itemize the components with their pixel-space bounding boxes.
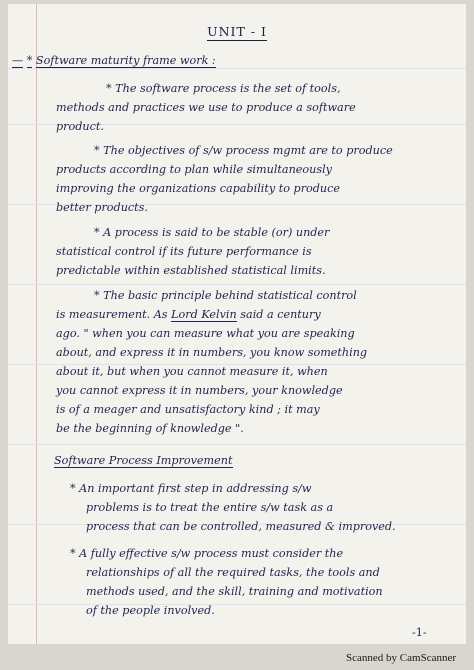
paragraph-line: methods and practices we use to produce a software <box>56 101 356 114</box>
handwritten-notes <box>8 4 466 644</box>
section-heading-improvement: Software Process Improvement <box>54 454 233 467</box>
paragraph-line: about, and express it in numbers, you know something <box>56 346 368 359</box>
paragraph-line: products according to plan while simultaneously <box>56 163 332 176</box>
paragraph-line: problems is to treat the entire s/w task as a <box>86 501 334 514</box>
paragraph-line: * The basic principle behind statistical control <box>94 289 357 302</box>
paragraph-line: statistical control if its future performance is <box>56 245 312 258</box>
paragraph-line: about it, but when you cannot measure it, when <box>56 365 328 378</box>
paragraph-line: * A process is said to be stable (or) under <box>94 226 330 239</box>
section-heading-maturity: — * Software maturity frame work : <box>12 54 216 67</box>
paragraph-line: relationships of all the required tasks, the tools and <box>86 566 380 579</box>
scanner-watermark: Scanned by CamScanner <box>346 652 456 664</box>
paragraph-line: process that can be controlled, measured & improved. <box>86 520 396 533</box>
paragraph-line: be the beginning of knowledge ". <box>56 422 244 435</box>
paragraph-line: * A fully effective s/w process must consider the <box>70 547 344 560</box>
paragraph-line: * An important first step in addressing s/w <box>70 482 312 495</box>
paragraph-line: you cannot express it in numbers, your knowledge <box>56 384 343 397</box>
page-number: -1- <box>412 626 427 639</box>
paragraph-line: predictable within established statistical limits. <box>56 264 326 277</box>
paragraph-line: improving the organizations capability to produce <box>56 182 341 195</box>
paragraph-line: product. <box>56 120 104 133</box>
paragraph-line: ago. " when you can measure what you are speaking <box>56 327 355 340</box>
lord-kelvin-name: Lord Kelvin <box>171 308 237 321</box>
paragraph-line: of the people involved. <box>86 604 215 617</box>
paragraph-line: better products. <box>56 201 148 214</box>
paragraph-line: is of a meager and unsatisfactory kind ; it may <box>56 403 320 416</box>
paragraph-line: * The software process is the set of tools, <box>106 82 341 95</box>
paragraph-line: * The objectives of s/w process mgmt are to produce <box>94 144 393 157</box>
unit-title: UNIT - I <box>207 24 267 39</box>
paragraph-line: is measurement. As Lord Kelvin said a century <box>56 308 321 321</box>
notebook-page <box>8 4 466 644</box>
paragraph-line: methods used, and the skill, training and motivation <box>86 585 383 598</box>
